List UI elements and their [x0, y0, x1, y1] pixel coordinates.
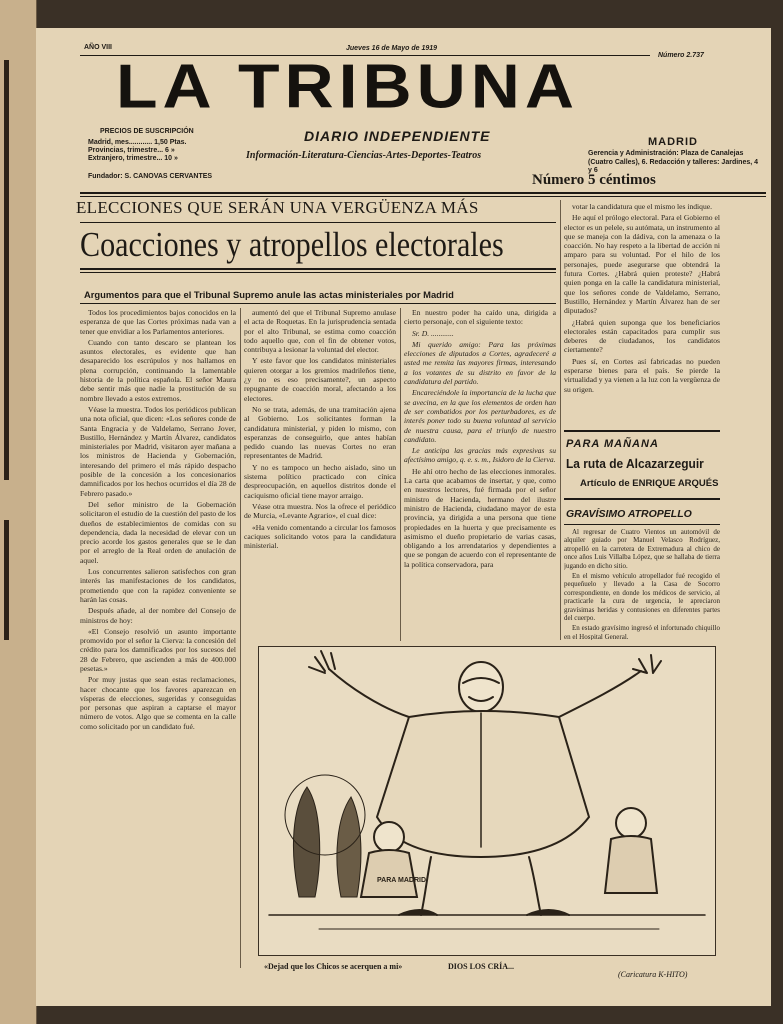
paragraph: Pues sí, en Cortes así fabricadas no pueden esperarse bienes para el país. Se pierde la virtualidad y ya vienen a la luz con la vergüenza de su origen. — [564, 356, 720, 394]
paragraph: Sr. D. ............ — [412, 328, 454, 338]
child-head — [374, 822, 404, 852]
subscription-title: PRECIOS DE SUSCRIPCIÓN — [100, 128, 194, 135]
paragraph: He aquí el prólogo electoral. Para el Gobierno el elector es un pelele, su autómata, un instrumento al que se maneja con la dádiva, con la amenaza o la coacción. No hay respeto a la libertad de acción ni amparo para su voluntad. Por el hilo de los personajes, puede asegurarse que obtendrá la futura Cortes. ¿Habrá quien proteste? ¿Habrá quien ponga en la calle la candidatura ministerial, que los señores conde de Valdelamo, Serrano, Bustillo, Hernández y Martín Álvarez han de ser diputados? — [564, 213, 720, 316]
feature-author: Artículo de ENRIQUE ARQUÉS — [580, 478, 719, 489]
paragraph: Al regresar de Cuatro Vientos un automóvil de alquiler guiado por Manuel Velasco Rodríguez, atropelló en la carretera de Extremadura al chico de once años Luis Villalba López, que se hallaba de tierra jugando en dicho sitio. — [564, 528, 720, 570]
masthead-rule-thin — [80, 196, 766, 197]
paragraph: Y este favor que los candidatos ministeriales quieren otorgar a los gremios madrileños tiene, ¿y no es eso precisamente?, un aspecto repugnante de coacción moral, afectando a los electores. — [244, 356, 396, 403]
paragraph: Mi querido amigo: Para las próximas elecciones de diputados a Cortes, agradeceré a usted me remita las mayores firmas, interesando a los votantes de su distrito en favor de la candidatura del partido. — [404, 339, 556, 387]
subscription-line: Provincias, trimestre... 6 » — [88, 147, 175, 154]
alert-text — [564, 528, 720, 640]
left-leg — [421, 857, 431, 915]
year-label: AÑO VIII — [84, 44, 113, 51]
adjacent-page-column-rule — [4, 520, 9, 640]
administration-address: Gerencia y Administración: Plaza de Canalejas (Cuatro Calles), 6. Redacción y talleres: Jardines, 4 y 6 — [588, 150, 759, 174]
lead-column-3 — [404, 308, 556, 641]
subscription-line: Madrid, mes............ 1,50 Ptas. — [88, 139, 187, 146]
lead-column-1 — [80, 308, 236, 968]
column-divider — [400, 308, 401, 641]
tree-shape — [293, 787, 319, 897]
masthead-subtitle: DIARIO INDEPENDIENTE — [304, 128, 491, 144]
child-body — [361, 850, 417, 897]
paragraph: En el mismo vehículo atropellador fué recogido el pequeñuelo y llevado a la Casa de Socorro correspondiente, en donde los médicos de servicio, al practicarle la cura de urgencia, le apreciaron gravísimas heridas y contusiones en diferentes partes del cuerpo. — [564, 572, 720, 623]
city-label: MADRID — [648, 136, 698, 148]
sign-text: PARA MADRID — [377, 877, 426, 884]
paragraph: aumentó del que el Tribunal Supremo anulase el acta de Roquetas. En la jurisprudencia sentada por el alto Tribunal, se estima como coacción todo aquello que, con el fin de obtener votos, contribuya a lesionar la voluntad del elector. — [244, 308, 396, 355]
subhead-rule — [80, 303, 556, 304]
column-divider — [560, 200, 561, 640]
section-rule-thin — [564, 524, 720, 525]
right-arm — [559, 671, 641, 717]
paragraph: En nuestro poder ha caído una, dirigida a cierto personaje, con el siguiente texto: — [404, 308, 556, 327]
body-shape — [377, 711, 589, 857]
caricature-illustration — [258, 646, 716, 956]
paragraph: Por muy justas que sean estas reclamaciones, hacer chocante que los favores aparezcan en vísperas de elecciones, sugeridas y conseguidas por personas que aspiran a captarse el mayor número de votos. Algo que se comenta en la calle como solicitado por un candidato fué. — [80, 675, 236, 731]
section-label: PARA MAÑANA — [566, 438, 659, 450]
lead-headline: Coacciones y atropellos electorales — [80, 225, 504, 264]
paragraph: Y no es tampoco un hecho aislado, sino un sistema político practicado con cínica despreocupación, en aquellos distritos donde el caciquismo oficial tiene mayor arraigo. — [244, 462, 396, 500]
paragraph: «Ha venido comentando a circular los famosos caciques solicitando votos para la candidatura ministerial. — [244, 522, 396, 551]
founder-line: Fundador: S. CANOVAS CERVANTES — [88, 173, 213, 180]
paragraph: Todos los procedimientos bajos conocidos en la esperanza de que las Cortes próximas nada van a tener que envidiar a los Parlamentos anteriores. — [80, 308, 236, 336]
column-divider — [240, 308, 241, 968]
paragraph: Encareciéndole la importancia de la lucha que se avecina, en la que los elementos de orden han de ser combatidos por los perturbadores, es de interés poner todo su buena voluntad al servicio de nuestra causa, para el triunfo de nuestro candidato. — [404, 388, 556, 444]
child-body — [605, 836, 657, 893]
paragraph: votar la candidatura que el mismo les indique. — [572, 202, 713, 211]
kicker-rule — [80, 222, 556, 223]
price-label: Número 5 céntimos — [532, 172, 656, 188]
paragraph: Después añade, al der nombre del Consejo de ministros de hoy: — [80, 606, 236, 625]
left-shoe — [399, 910, 437, 915]
paragraph: Los concurrentes salieron satisfechos con gran interés las manifestaciones de los candidatos, prometiendo que con la rapidez conveniente se harán las cosas. — [80, 567, 236, 604]
right-column-text — [564, 202, 720, 424]
paragraph: Le anticipa las gracias más expresivas su afectísimo amigo, q. e. s. m., Isidoro de la Cierva. — [404, 446, 556, 465]
masthead-sections: Información-Literatura-Ciencias-Artes-Deportes-Teatros — [246, 150, 482, 161]
adjacent-page-edge — [0, 0, 37, 1024]
section-rule — [564, 430, 720, 432]
paragraph: No se trata, además, de una tramitación ajena al Gobierno. Los solicitantes forman la candidatura ministerial, y piden lo mismo, con esperanzas de conseguirlo, que antes habían pedido cuando las nuevas Cortes no eran representantes de Madrid. — [244, 404, 396, 461]
paragraph: ¿Habrá quien suponga que los beneficiarios electorales están capacitados para cumplir sus deberes de ciudadanos, los candidatos ciertamente? — [564, 317, 720, 355]
paragraph: Véase otra muestra. Nos la ofrece el periódico de Murcia, «Levante Agrario», el cual dice: — [244, 501, 396, 521]
paragraph: Cuando con tanto descaro se plantean los asuntos electorales, es evidente que han desaparecido los escrúpulos y nos hallamos en plena corrupción, continuando la lamentable historia de la política española. El señor Maura debe sentir más que nadie la prostitución de su nombre llevado a estos extremos. — [80, 337, 236, 403]
issue-number: Número 2.737 — [658, 52, 704, 59]
caricature-drawing — [259, 647, 715, 955]
headline-rule-thin — [80, 272, 556, 273]
cartoon-credit: (Caricatura K-HITO) — [618, 970, 688, 979]
masthead-title: LA TRIBUNA — [116, 51, 579, 122]
masthead-rule — [80, 192, 766, 194]
paragraph: Del señor ministro de la Gobernación solicitaron el estudio de la cuestión del pasto de los dueños de establecimientos de comidas con su dependencia, dada la necesidad de elevar con un precio acorde los gastos generales que se le dan por el arreglo de la Real orden de anulación de aquel. — [80, 499, 236, 565]
headline-rule — [80, 268, 556, 270]
child-head — [616, 808, 646, 838]
date-label: Jueves 16 de Mayo de 1919 — [346, 45, 438, 52]
lead-kicker: ELECCIONES QUE SERÁN UNA VERGÜENZA MÁS — [76, 198, 479, 217]
newspaper-page — [36, 28, 771, 1006]
cartoon-caption-center: DIOS LOS CRÍA... — [448, 962, 515, 971]
right-shoe — [527, 910, 569, 915]
paragraph: «El Consejo resolvió un asunto importante promovido por el señor la Cierva: la concesión del crédito para los damnificados por los sucesos del 28 de Febrero, que ascienden a más de 400.000 pesetas.» — [80, 626, 236, 673]
subscription-line: Extranjero, trimestre... 10 » — [88, 155, 178, 162]
section-rule — [564, 498, 720, 500]
adjacent-page-column-rule — [4, 60, 9, 480]
lead-column-2 — [244, 308, 396, 641]
paragraph: En estado gravísimo ingresó el infortunado chiquillo en el Hospital General. — [564, 624, 720, 640]
alert-title: GRAVÍSIMO ATROPELLO — [566, 508, 692, 520]
lead-subhead: Argumentos para que el Tribunal Supremo anule las actas ministeriales por Madrid — [84, 289, 454, 300]
cartoon-caption-left: «Dejad que los Chicos se acerquen a mi» — [264, 962, 403, 971]
head-shape — [459, 662, 503, 712]
paragraph: Véase la muestra. Todos los periódicos publican una nota oficial, que dicen: «Los señores conde de Santa Engracia y de Valdelamo, Serrano Jover, Bustillo, Hernández y Martín Álvarez, candidatos ministeriales por Madrid, visitaron ayer mañana a los ministros de Hacienda y Gobernación, interesando del primero el más rápido despacho posible de la concesión a los concesionarios damnificados por los hechos ocurridos el día 28 de Febrero pasado.» — [80, 404, 236, 498]
right-hand — [633, 655, 661, 673]
subscription-prices — [88, 139, 186, 163]
paragraph: He ahí otro hecho de las elecciones inmorales. La carta que acabamos de insertar, y que, como en nuestros lectores, fué firmada por el señor ministro de Hacienda, hermano del ilustre ministro de Hacienda, ciudadano mayor de esta provincia, ya dirigida a una persona que tiene propiedades en la huerta y que precisamente es asimismo el dueño propietario de varias casas, obligando a los arrendatarios y dependientes a que se pongan de acuerdo con el representante de la política conservadora, para — [404, 466, 556, 569]
left-arm — [329, 669, 409, 717]
right-leg — [529, 857, 541, 915]
feature-title: La ruta de Alcazarzeguir — [566, 456, 704, 471]
